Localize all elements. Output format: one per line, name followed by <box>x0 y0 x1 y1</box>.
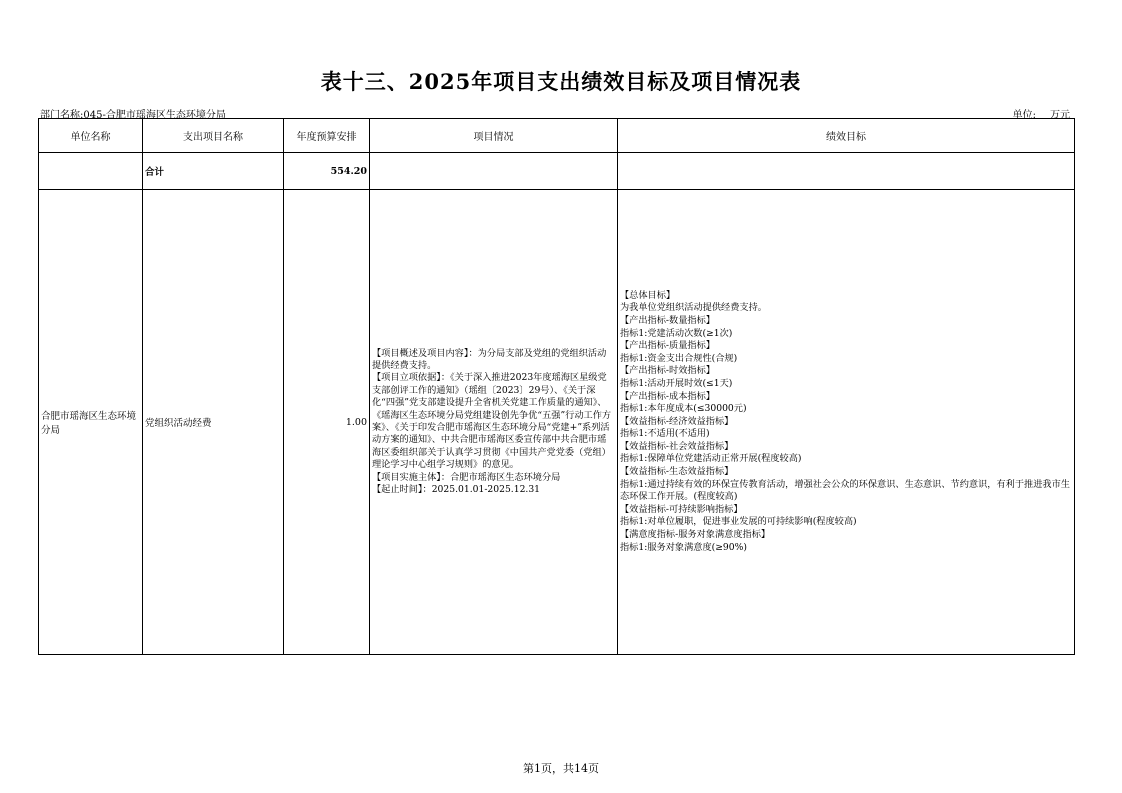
performance-table <box>38 118 1075 655</box>
unit-label: 单位: <box>1012 110 1036 121</box>
total-row <box>39 153 1075 190</box>
budget-cell: 1.00 <box>284 190 370 655</box>
header-unit-name: 单位名称 <box>39 119 143 153</box>
unit-name-cell: 合肥市瑶海区生态环境分局 <box>39 190 143 655</box>
table-row <box>39 190 1075 655</box>
total-label: 合计 <box>143 153 284 190</box>
total-budget: 554.20 <box>284 153 370 190</box>
total-performance-cell <box>618 153 1075 190</box>
total-project-info-cell <box>370 153 618 190</box>
header-project-name: 支出项目名称 <box>143 119 284 153</box>
project-name-cell: 党组织活动经费 <box>143 190 284 655</box>
header-project-info: 项目情况 <box>370 119 618 153</box>
total-unit-cell <box>39 153 143 190</box>
page-number: 第1页，共14页 <box>523 762 599 775</box>
table-header-row <box>39 119 1075 153</box>
header-budget: 年度预算安排 <box>284 119 370 153</box>
project-info-cell: 【项目概述及项目内容】：为分局支部及党组的党组织活动提供经费支持。 【项目立项依据】：《关于深入推进2023年度瑶海区星级党支部创评工作的通知》（瑶组〔2023〕29号）、《关于深化“四强”党支部建设提升全省机关党建工作质量的通知》、《瑶海区生态环境分局党组建设创先争优“五强”行动工作方案》、《关于印发合肥市瑶海区生态环境分局“党建+”系列活动方案的通知》、中共合肥市瑶海区委宣传部中共合肥市瑶海区委组织部关于认真学习贯彻《中国共产党党委（党组）理论学习中心组学习规则》的意见。 【项目实施主体】：合肥市瑶海区生态环境分局 【起止时间】：2025.01.01-2025.12.31 <box>370 190 618 655</box>
unit-value: 万元 <box>1050 110 1070 121</box>
page-title: 表十三、2025年项目支出绩效目标及项目情况表 <box>320 69 802 94</box>
header-performance: 绩效目标 <box>618 119 1075 153</box>
department-name: 部门名称:045-合肥市瑶海区生态环境分局 <box>40 110 226 121</box>
performance-cell: 【总体目标】 为我单位党组织活动提供经费支持。 【产出指标-数量指标】 指标1:党建活动次数(≥1次) 【产出指标-质量指标】 指标1:资金支出合规性(合规) 【产出指标-时效指标】 指标1:活动开展时效(≤1天) 【产出指标-成本指标】 指标1:本年度成本(≤30000元) 【效益指标-经济效益指标】 指标1:不适用(不适用) 【效益指标-社会效益指标】 指标1:保障单位党建活动正常开展(程度较高) 【效益指标-生态效益指标】 指标1:通过持续有效的环保宣传教育活动，增强社会公众的环保意识、生态意识、节约意识，有利于推进我市生态环保工作开展。(程度较高) 【效益指标-可持续影响指标】 指标1:对单位履职，促进事业发展的可持续影响(程度较高) 【满意度指标-服务对象满意度指标】 指标1:服务对象满意度(≥90%) <box>618 190 1075 655</box>
